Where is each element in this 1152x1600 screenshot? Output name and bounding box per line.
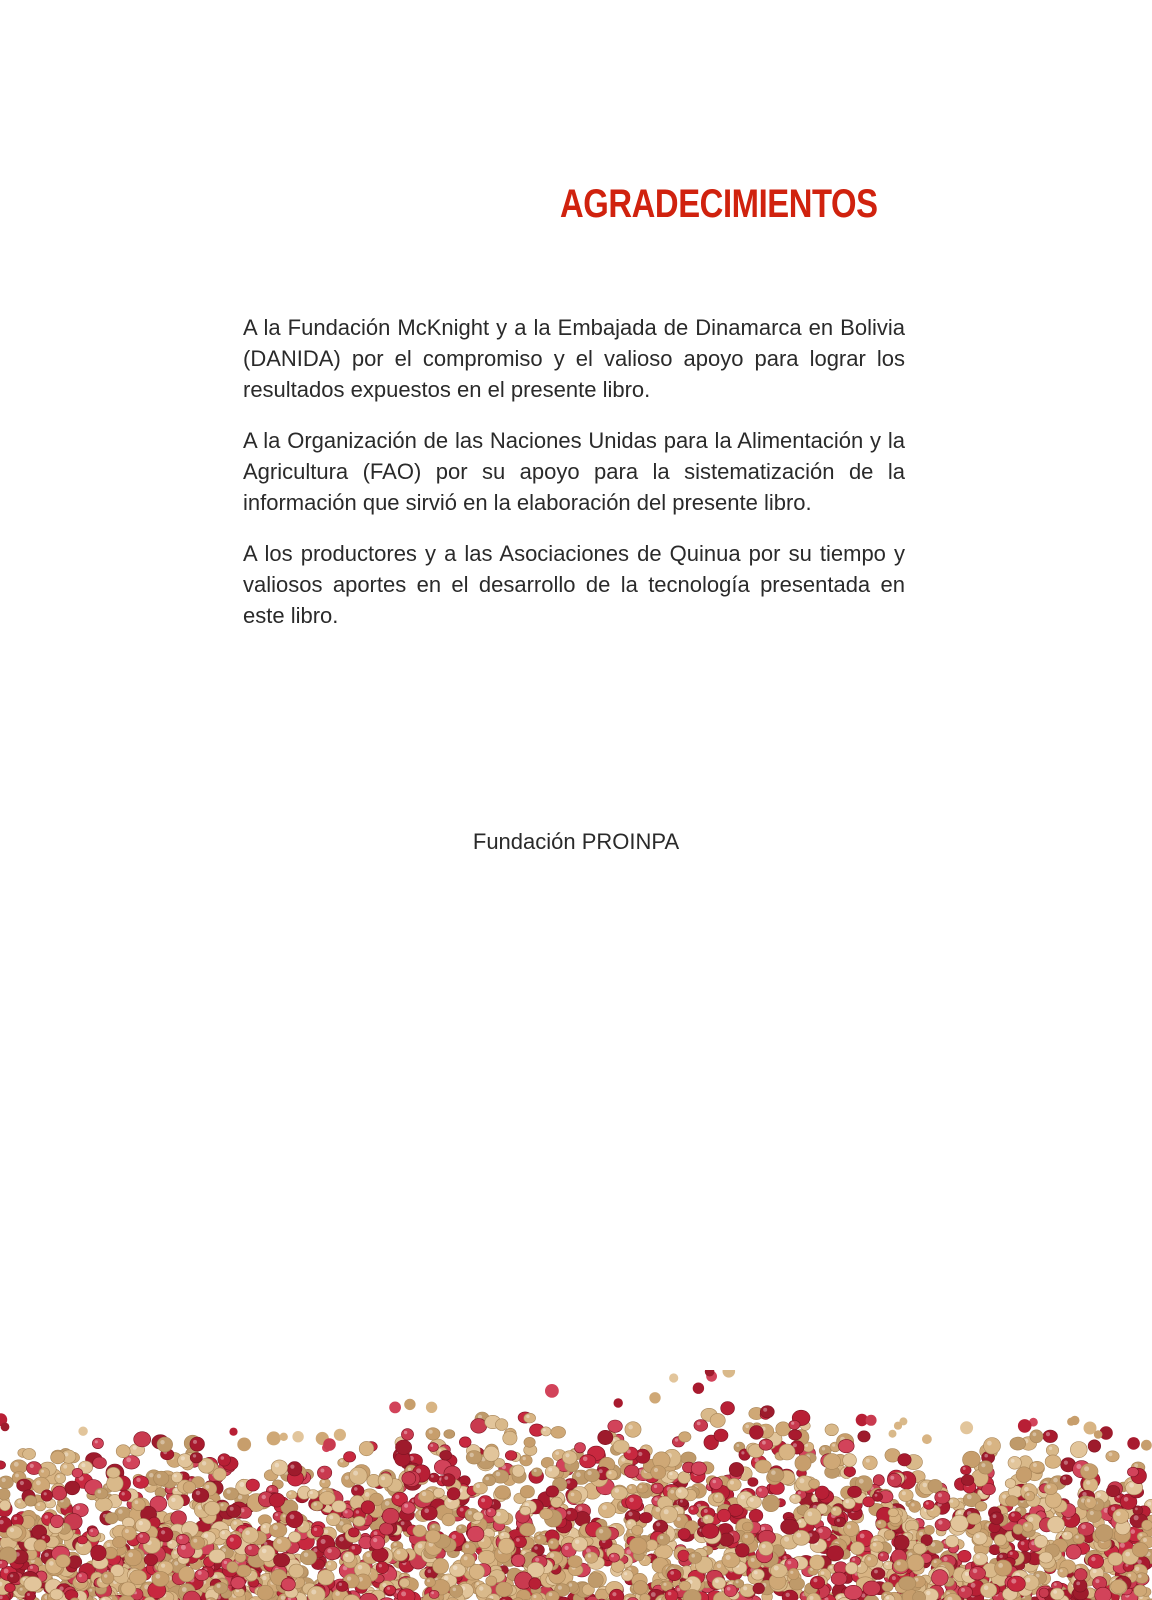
paragraph-1: A la Fundación McKnight y a la Embajada de Dinamarca en Bolivia (DANIDA) por el compromiso y el valioso apoyo para lograr los resultados expuestos en el presente libro. bbox=[243, 315, 905, 402]
paragraph-3: A los productores y a las Asociaciones de Quinua por su tiempo y valiosos aportes en el desarrollo de la tecnología presentada en este libro. bbox=[243, 541, 905, 628]
quinoa-grains-image bbox=[0, 1370, 1152, 1600]
signature: Fundación PROINPA bbox=[472, 829, 680, 854]
page-title: AGRADECIMIENTOS bbox=[560, 182, 878, 226]
paragraph-2: A la Organización de las Naciones Unidas para la Alimentación y la Agricultura (FAO) por su apoyo para la sistematización de la información que sirvió en la elaboración del presente libro. bbox=[243, 428, 905, 515]
acknowledgements-body bbox=[243, 312, 905, 651]
